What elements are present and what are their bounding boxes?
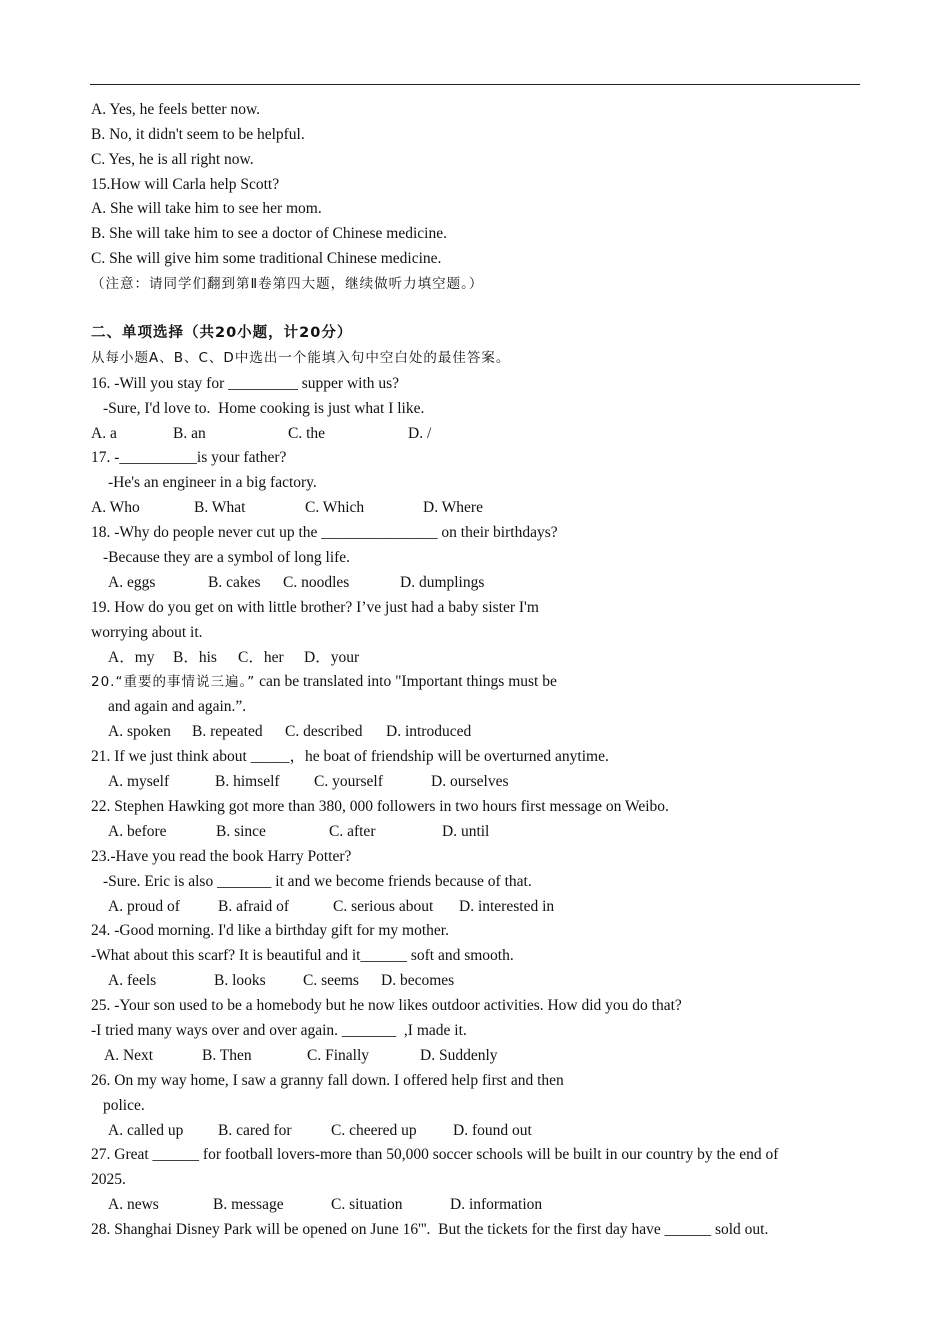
header-rule xyxy=(90,84,860,85)
q20-stem-cont: and again and again.”. xyxy=(108,698,247,715)
q25-option-a: A. Next xyxy=(104,1047,154,1064)
q22-option-a: A. before xyxy=(108,823,167,840)
q23-option-a: A. proud of xyxy=(108,898,180,915)
q23-option-d: D. interested in xyxy=(459,898,555,915)
q18-option-c: C. noodles xyxy=(283,574,350,591)
q27-option-b: B. message xyxy=(213,1196,284,1213)
q22-option-c: C. after xyxy=(329,823,376,840)
q20-option-a: A. spoken xyxy=(108,723,171,740)
q15-option-b: B. She will take him to see a doctor of Chinese medicine. xyxy=(91,225,447,242)
q21-option-b: B. himself xyxy=(215,773,280,790)
q15-option-a: A. She will take him to see her mom. xyxy=(91,200,322,217)
q24-reply: -What about this scarf? It is beautiful and it______ soft and smooth. xyxy=(91,947,514,964)
q28-stem: 28. Shanghai Disney Park will be opened on June 16'''. But the tickets for the first day have ______ sold out. xyxy=(91,1221,769,1238)
section-instruction: 从每小题A、B、C、D中选出一个能填入句中空白处的最佳答案。 xyxy=(91,350,511,366)
q17-option-b: B. What xyxy=(194,499,246,516)
q18-option-d: D. dumplings xyxy=(400,574,485,591)
q17-option-a: A. Who xyxy=(91,499,140,516)
q20-option-b: B. repeated xyxy=(192,723,263,740)
q20-option-c: C. described xyxy=(285,723,363,740)
q16-stem: 16. -Will you stay for _________ supper with us? xyxy=(91,375,400,392)
q20-stem xyxy=(91,672,557,692)
q14-option-b: B. No, it didn't seem to be helpful. xyxy=(91,126,305,143)
q20-chinese-phrase: 20.“重要的事情说三遍。” xyxy=(91,674,256,690)
q25-stem: 25. -Your son used to be a homebody but he now likes outdoor activities. How did you do that? xyxy=(91,997,682,1014)
q20-english: can be translated into "Important things must be xyxy=(255,673,557,690)
q24-option-b: B. looks xyxy=(214,972,266,989)
q23-option-b: B. afraid of xyxy=(218,898,290,915)
q25-reply: -I tried many ways over and over again. _______ ,I made it. xyxy=(91,1022,467,1039)
q22-option-b: B. since xyxy=(216,823,266,840)
q21-option-d: D. ourselves xyxy=(431,773,509,790)
q18-reply: -Because they are a symbol of long life. xyxy=(103,549,351,566)
q26-option-c: C. cheered up xyxy=(331,1122,417,1139)
q19-option-d: D．your xyxy=(304,649,360,666)
q19-option-a: A．my xyxy=(108,649,155,666)
q18-stem: 18. -Why do people never cut up the _______________ on their birthdays? xyxy=(91,524,558,541)
q14-option-c: C. Yes, he is all right now. xyxy=(91,151,254,168)
q25-option-b: B. Then xyxy=(202,1047,252,1064)
q18-option-b: B. cakes xyxy=(208,574,261,591)
q22-stem: 22. Stephen Hawking got more than 380, 000 followers in two hours first message on Weibo. xyxy=(91,798,669,815)
q24-option-c: C. seems xyxy=(303,972,359,989)
q18-option-a: A. eggs xyxy=(108,574,156,591)
q24-option-a: A. feels xyxy=(108,972,157,989)
q27-stem-cont: 2025. xyxy=(91,1171,126,1188)
q17-option-d: D. Where xyxy=(423,499,483,516)
q26-option-b: B. cared for xyxy=(218,1122,292,1139)
q27-stem: 27. Great ______ for football lovers-more than 50,000 soccer schools will be built in our country by the end of xyxy=(91,1146,779,1163)
listening-note: （注意：请同学们翻到第Ⅱ卷第四大题，继续做听力填空题。） xyxy=(91,276,484,292)
q21-option-a: A. myself xyxy=(108,773,170,790)
q27-option-a: A. news xyxy=(108,1196,159,1213)
q22-option-d: D. until xyxy=(442,823,490,840)
q14-option-a: A. Yes, he feels better now. xyxy=(91,101,261,118)
q21-option-c: C. yourself xyxy=(314,773,383,790)
q25-option-d: D. Suddenly xyxy=(420,1047,498,1064)
q27-option-d: D. information xyxy=(450,1196,543,1213)
q26-stem-cont: police. xyxy=(103,1097,145,1114)
q23-option-c: C. serious about xyxy=(333,898,434,915)
q24-option-d: D. becomes xyxy=(381,972,455,989)
q27-option-c: C. situation xyxy=(331,1196,403,1213)
q19-stem-cont: worrying about it. xyxy=(91,624,203,641)
q16-option-b: B. an xyxy=(173,425,206,442)
q19-option-c: C．her xyxy=(238,649,284,666)
q26-stem: 26. On my way home, I saw a granny fall down. I offered help first and then xyxy=(91,1072,564,1089)
q24-stem: 24. -Good morning. I'd like a birthday gift for my mother. xyxy=(91,922,449,939)
q16-option-a: A. a xyxy=(91,425,117,442)
q26-option-d: D. found out xyxy=(453,1122,532,1139)
q17-reply: -He's an engineer in a big factory. xyxy=(108,474,317,491)
q16-reply: -Sure, I'd love to. Home cooking is just what I like. xyxy=(103,400,425,417)
section-title: 二、单项选择（共20小题，计20分） xyxy=(91,325,353,341)
q26-option-a: A. called up xyxy=(108,1122,184,1139)
q23-stem: 23.-Have you read the book Harry Potter? xyxy=(91,848,352,865)
q15-option-c: C. She will give him some traditional Chinese medicine. xyxy=(91,250,442,267)
q16-option-d: D. / xyxy=(408,425,432,442)
q17-stem: 17. -__________is your father? xyxy=(91,449,287,466)
q15-stem: 15.How will Carla help Scott? xyxy=(91,176,280,193)
q17-option-c: C. Which xyxy=(305,499,365,516)
q23-reply: -Sure. Eric is also _______ it and we become friends because of that. xyxy=(103,873,532,890)
q21-stem: 21. If we just think about _____，he boat of friendship will be overturned anytime. xyxy=(91,748,609,765)
q19-stem: 19. How do you get on with little brother? I’ve just had a baby sister I'm xyxy=(91,599,539,616)
q20-option-d: D. introduced xyxy=(386,723,472,740)
q25-option-c: C. Finally xyxy=(307,1047,370,1064)
q16-option-c: C. the xyxy=(288,425,326,442)
q19-option-b: B．his xyxy=(173,649,217,666)
